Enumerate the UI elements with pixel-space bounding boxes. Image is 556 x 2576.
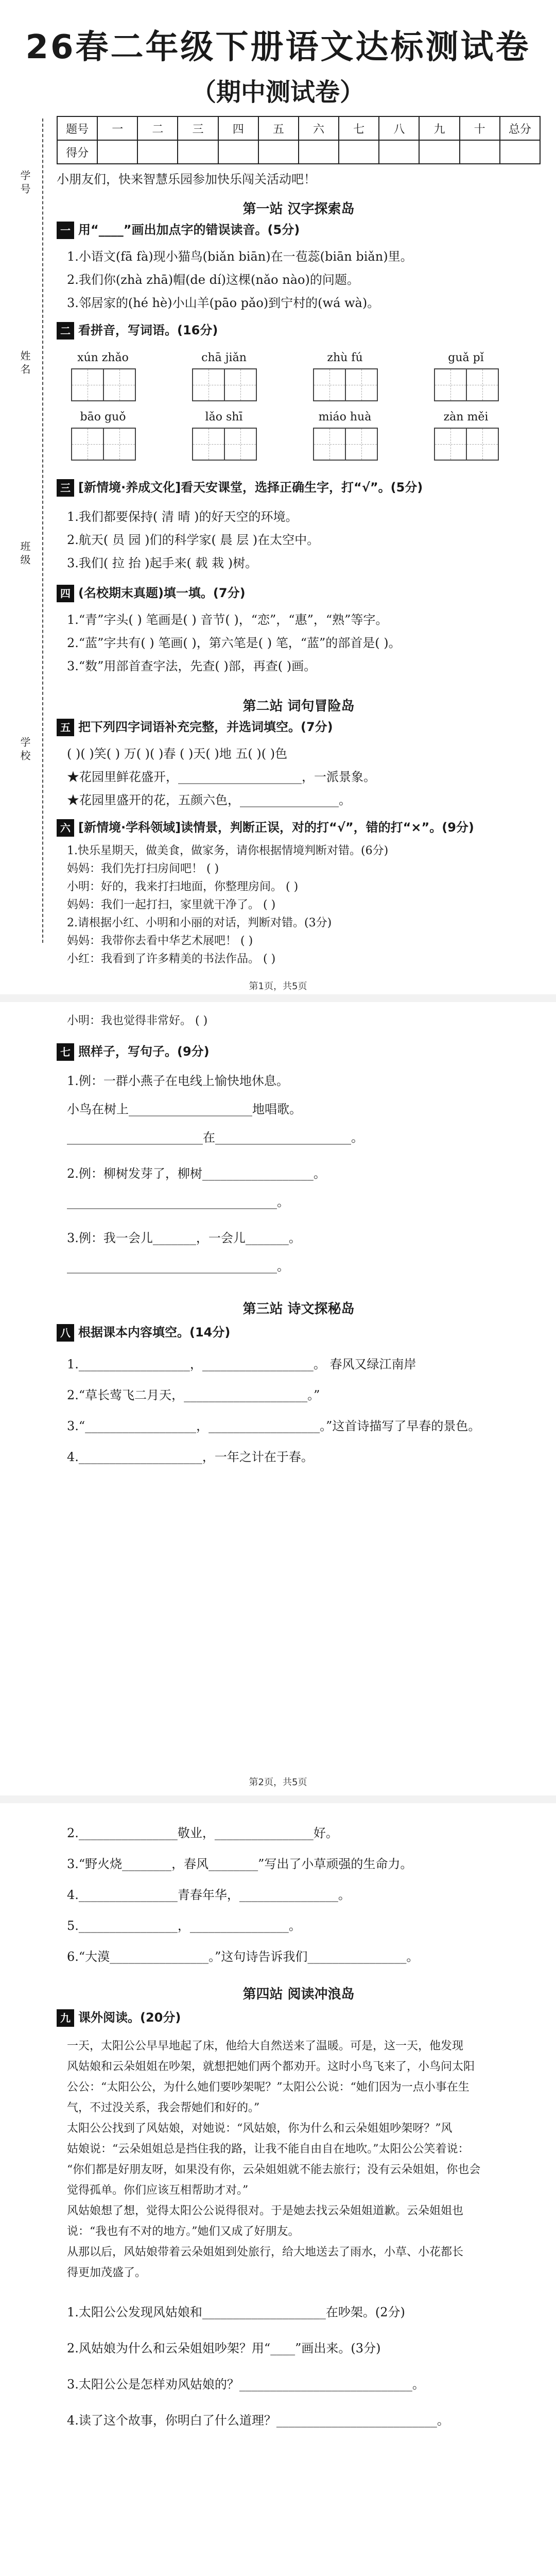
- side-label-school: 学校: [19, 737, 31, 764]
- question-line: 1.“青”字头( ) 笔画是( ) 音节( )，“恋”，“惠”，“熟”等字。: [67, 613, 388, 627]
- page-2-content: [57, 1824, 541, 2576]
- question-line: 3.例：我一会儿_______，一会儿_______。: [67, 1231, 301, 1245]
- question-text: 根据课本内容填空。(14分): [78, 1325, 231, 1340]
- section-heading: 第四站 阅读冲浪岛: [242, 1987, 355, 2002]
- score-input[interactable]: [299, 140, 339, 164]
- passage-line: 姑娘说：“云朵姐姐总是挡住我的路，让我不能自由自在地吹。”太阳公公笑着说：: [67, 2143, 470, 2156]
- score-cell: 十: [460, 116, 500, 140]
- binding-strip: [0, 118, 49, 943]
- question-line: 2.航天( 员 园 )们的科学家( 晨 层 )在太空中。: [67, 533, 320, 547]
- score-cell: 五: [258, 116, 299, 140]
- score-cell: 九: [419, 116, 459, 140]
- write-box[interactable]: [224, 428, 257, 461]
- question-text: 看拼音，写词语。(16分): [78, 323, 218, 337]
- question-line: 3.太阳公公是怎样劝风姑娘的？____________________________。: [67, 2377, 425, 2392]
- question-number: 五: [57, 719, 74, 736]
- question-3-title: [57, 479, 541, 497]
- passage-line: 风姑娘想了想，觉得太阳公公说得很对。于是她去找云朵姐姐道歉。云朵姐姐也: [67, 2205, 464, 2217]
- question-number: 九: [57, 2009, 74, 2027]
- question-line: 4.________________青春年华，________________。: [67, 1888, 351, 1902]
- question-text: [新情境·养成文化]看天安课堂，选择正确生字，打“√”。(5分): [78, 480, 423, 495]
- section-heading: 第一站 汉字探索岛: [242, 201, 355, 217]
- question-line: 小红：我看到了许多精美的书法作品。 ( ): [67, 953, 276, 965]
- pinyin-item: [425, 348, 507, 401]
- write-box[interactable]: [466, 428, 499, 461]
- question-line: 小明：好的，我来打扫地面，你整理房间。 ( ): [67, 880, 299, 893]
- score-input[interactable]: [178, 140, 218, 164]
- score-input[interactable]: [137, 140, 178, 164]
- pinyin-text: lǎo shī: [205, 411, 243, 423]
- question-line: 3.我们( 拉 抬 )起手来( 载 栽 )树。: [67, 556, 258, 570]
- write-box[interactable]: [224, 368, 257, 401]
- pinyin-item: [183, 407, 265, 461]
- question-number: 四: [57, 585, 74, 602]
- question-line: 小鸟在树上____________________地唱歌。: [67, 1102, 302, 1116]
- score-cell: 题号: [57, 116, 97, 140]
- question-line: 3.邻居家的(hé hè)小山羊(pāo pǎo)到宁村的(wá wà)。: [67, 296, 380, 310]
- question-line: __________________________________。: [67, 1195, 289, 1209]
- score-input[interactable]: [218, 140, 258, 164]
- side-label-name: 姓名: [19, 350, 31, 377]
- question-8-title: [57, 1324, 541, 1342]
- page-title: 26春二年级下册语文达标测试卷: [25, 28, 531, 66]
- question-line: ★花园里鲜花盛开，____________________，一派景象。: [67, 770, 376, 784]
- write-box[interactable]: [71, 428, 104, 461]
- question-line: 3.“__________________，__________________。”这首诗描写了早春的景色。: [67, 1419, 481, 1433]
- question-2-title: [57, 322, 541, 340]
- passage-line: 得更加茂盛了。: [67, 2266, 147, 2279]
- question-line: 6.“大漠________________。”这句诗告诉我们________________。: [67, 1950, 419, 1964]
- passage-line: 太阳公公找到了风姑娘，对她说：“风姑娘，你为什么和云朵姐姐吵架呀？”风: [67, 2122, 453, 2135]
- write-box[interactable]: [71, 368, 104, 401]
- page-1-content: [57, 170, 541, 974]
- passage-line: 从那以后，风姑娘带着云朵姐姐到处旅行，给大地送去了雨水，小草、小花都长: [67, 2246, 464, 2259]
- question-5-title: [57, 719, 541, 736]
- write-box[interactable]: [313, 368, 346, 401]
- question-line: 2.我们你(zhà zhā)帽(de dí)这棵(nǎo nào)的问题。: [67, 273, 359, 287]
- pinyin-item: [304, 348, 386, 401]
- score-value-row: [57, 140, 540, 164]
- page-footer: 第2页，共5页: [249, 1777, 307, 1788]
- score-cell: 八: [379, 116, 419, 140]
- question-line: 妈妈：我带你去看中华艺术展吧！ ( ): [67, 935, 253, 947]
- score-input[interactable]: [460, 140, 500, 164]
- passage-line: 觉得孤单。你们应该互相帮助才对。”: [67, 2184, 249, 2197]
- score-cell: 总分: [500, 116, 540, 140]
- cut-line: [42, 118, 43, 943]
- question-line: ______________________在______________________。: [67, 1130, 363, 1145]
- pinyin-item: [425, 407, 507, 461]
- score-input[interactable]: [339, 140, 379, 164]
- score-table: [57, 116, 541, 164]
- question-line: 2.“草长莺飞二月天，____________________。”: [67, 1388, 320, 1402]
- question-line: 2.“蓝”字共有( ) 笔画( )，第六笔是( ) 笔，“蓝”的部首是( )。: [67, 636, 401, 650]
- pinyin-item: [62, 348, 144, 401]
- question-1-title: [57, 222, 541, 239]
- question-line: 1.小语文(fā fà)现小猫鸟(biǎn biān)在一苞蕊(biān biǎn)里。: [67, 249, 413, 264]
- question-7-title: [57, 1043, 541, 1061]
- write-box[interactable]: [103, 428, 136, 461]
- pinyin-text: guǎ pǐ: [448, 351, 484, 364]
- pinyin-text: zàn měi: [443, 411, 489, 423]
- question-9-title: [57, 2009, 541, 2027]
- question-line: ( )( )笑( ) 万( )( )春 ( )天( )地 五( )( )色: [67, 747, 288, 761]
- write-box[interactable]: [313, 428, 346, 461]
- question-text: (名校期末真题)填一填。(7分): [78, 586, 246, 600]
- question-line: 1.例：一群小燕子在电线上愉快地休息。: [67, 1074, 289, 1088]
- pinyin-text: bāo guǒ: [80, 411, 126, 423]
- page-subtitle: （期中测试卷）: [191, 78, 364, 107]
- pinyin-item: [183, 348, 265, 401]
- score-input[interactable]: [258, 140, 299, 164]
- passage-line: 说：“我也有不对的地方。”她们又成了好朋友。: [67, 2225, 300, 2238]
- question-number: 二: [57, 322, 74, 340]
- question-line: 2.例：柳树发芽了，柳树__________________。: [67, 1166, 326, 1181]
- question-line: 1.太阳公公发现风姑娘和____________________在吵架。(2分): [67, 2305, 405, 2319]
- pinyin-item: [304, 407, 386, 461]
- page-2: [0, 1803, 556, 2576]
- score-input[interactable]: [97, 140, 137, 164]
- score-input[interactable]: [419, 140, 459, 164]
- write-box[interactable]: [192, 428, 225, 461]
- question-number: 三: [57, 479, 74, 497]
- write-box[interactable]: [434, 428, 467, 461]
- score-input[interactable]: [500, 140, 540, 164]
- write-box[interactable]: [103, 368, 136, 401]
- question-number: 八: [57, 1324, 74, 1342]
- score-input[interactable]: [379, 140, 419, 164]
- score-cell: 四: [218, 116, 258, 140]
- score-cell: 一: [97, 116, 137, 140]
- page-1: [0, 0, 556, 994]
- question-text: 把下列四字词语补充完整，并选词填空。(7分): [78, 720, 333, 734]
- question-line: 1.快乐星期天，做美食，做家务，请你根据情境判断对错。(6分): [67, 844, 389, 857]
- write-box[interactable]: [434, 368, 467, 401]
- question-6-title: [57, 819, 541, 837]
- passage-line: 气，不过没关系，我会帮她们和好的。”: [67, 2102, 260, 2114]
- question-line: 2.请根据小红、小明和小丽的对话，判断对错。(3分): [67, 917, 332, 929]
- write-box[interactable]: [192, 368, 225, 401]
- passage-line: 风姑娘和云朵姐姐在吵架，就想把她们两个都劝开。这时小鸟飞来了，小鸟问太阳: [67, 2060, 475, 2073]
- question-line: 4.读了这个故事，你明白了什么道理？__________________________。: [67, 2413, 449, 2428]
- score-header-row: [57, 116, 540, 140]
- intro-text: 小朋友们，快来智慧乐园参加快乐闯关活动吧！: [57, 172, 316, 187]
- pinyin-text: miáo huà: [318, 411, 372, 423]
- question-text: 用“____”画出加点字的错误读音。(5分): [78, 223, 300, 237]
- question-line: 3.“数”用部首查字法，先查( )部，再查( )画。: [67, 659, 317, 673]
- pinyin-text: zhù fú: [327, 351, 363, 364]
- question-4-title: [57, 585, 541, 602]
- pinyin-grid-block: [57, 348, 541, 466]
- question-line: 小明：我也觉得非常好。 ( ): [67, 1014, 208, 1027]
- write-box[interactable]: [345, 368, 378, 401]
- side-label-number: 学号: [19, 170, 31, 197]
- section-heading: 第三站 诗文探秘岛: [242, 1301, 355, 1317]
- side-label-class: 班级: [19, 541, 31, 568]
- score-cell: 二: [137, 116, 178, 140]
- question-line: 妈妈：我们先打扫房间吧！ ( ): [67, 862, 219, 875]
- question-line: __________________________________。: [67, 1259, 289, 1274]
- question-line: 3.“野火烧________，春风________”写出了小草顽强的生命力。: [67, 1857, 413, 1871]
- pinyin-item: [62, 407, 144, 461]
- question-text: [新情境·学科领域]读情景，判断正误，对的打“√”，错的打“×”。(9分): [78, 820, 474, 835]
- passage-line: 公公：“太阳公公，为什么她们要吵架呢？”太阳公公说：“她们因为一点小事在生: [67, 2081, 470, 2094]
- question-line: ★花园里盛开的花，五颜六色，________________。: [67, 793, 351, 807]
- passage-line: “你们都是好朋友呀，如果没有你，云朵姐姐就不能去旅行；没有云朵姐姐，你也会: [67, 2163, 481, 2176]
- question-text: 照样子，写句子。(9分): [78, 1044, 210, 1059]
- question-number: 七: [57, 1043, 74, 1061]
- page-1-continued: [0, 1002, 556, 1795]
- score-cell: 六: [299, 116, 339, 140]
- write-box[interactable]: [345, 428, 378, 461]
- question-line: 2.风姑娘为什么和云朵姐姐吵架？用“____”画出来。(3分): [67, 2341, 381, 2355]
- write-box[interactable]: [466, 368, 499, 401]
- passage-line: 一天，太阳公公早早地起了床，他给大自然送来了温暖。可是，这一天，他发现: [67, 2040, 464, 2053]
- section-heading: 第二站 词句冒险岛: [242, 699, 355, 714]
- pinyin-text: xún zhǎo: [77, 351, 129, 364]
- score-cell: 得分: [57, 140, 97, 164]
- question-number: 一: [57, 222, 74, 239]
- question-line: 1.我们都要保持( 清 晴 )的好天空的环境。: [67, 510, 298, 524]
- question-line: 妈妈：我们一起打扫，家里就干净了。 ( ): [67, 899, 276, 911]
- question-line: 4.____________________，一年之计在于春。: [67, 1450, 314, 1464]
- pinyin-text: chā jiǎn: [201, 351, 247, 364]
- page-1b-content: [57, 1012, 541, 1775]
- question-line: 2.________________敬业，________________好。: [67, 1826, 338, 1840]
- question-number: 六: [57, 819, 74, 837]
- page-footer: 第1页，共5页: [249, 981, 307, 992]
- question-line: 1.__________________，__________________。 春风又绿江南岸: [67, 1357, 416, 1371]
- question-line: 5.________________，________________。: [67, 1919, 301, 1933]
- question-text: 课外阅读。(20分): [78, 2010, 181, 2025]
- score-cell: 七: [339, 116, 379, 140]
- score-cell: 三: [178, 116, 218, 140]
